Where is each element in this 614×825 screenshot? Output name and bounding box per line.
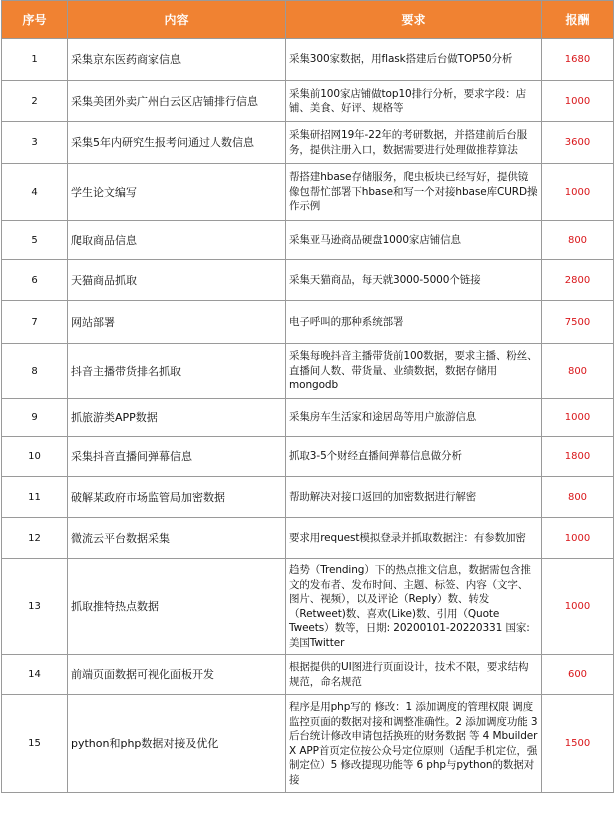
cell-no: 9	[2, 399, 68, 437]
table-row	[2, 477, 614, 518]
table-row	[2, 344, 614, 399]
cell-req: 抓取3-5个财经直播间弹幕信息做分析	[286, 437, 542, 477]
cell-price: 800	[542, 221, 614, 260]
cell-req: 采集每晚抖音主播带货前100数据，要求主播、粉丝、直播间人数、带货量、业绩数据，数据存储用mongodb	[286, 344, 542, 399]
cell-no: 14	[2, 655, 68, 695]
cell-no: 1	[2, 39, 68, 81]
table-row	[2, 559, 614, 655]
header-row	[2, 1, 614, 39]
table-row	[2, 518, 614, 559]
cell-no: 3	[2, 122, 68, 164]
cell-content: 采集5年内研究生报考问通过人数信息	[68, 122, 286, 164]
cell-content: 采集美团外卖广州白云区店铺排行信息	[68, 81, 286, 122]
cell-req: 程序是用php写的 修改：1 添加调度的管理权限 调度监控页面的数据对接和调整准确性。2 添加调度功能 3 后台统计修改申请包括换班的财务数据 等 4 Mbuilder X APP首页定位按公众号定位原则（适配手机定位，强制定位）5 修改提现功能等 6 php与python的数据对接	[286, 695, 542, 793]
cell-req: 采集研招网19年-22年的考研数据，并搭建前后台服务，提供注册入口，数据需要进行处理做推荐算法	[286, 122, 542, 164]
cell-no: 8	[2, 344, 68, 399]
cell-price: 1000	[542, 518, 614, 559]
cell-price: 7500	[542, 301, 614, 344]
cell-content: 抖音主播带货排名抓取	[68, 344, 286, 399]
cell-req: 采集前100家店铺做top10排行分析，要求字段：店铺、美食、好评、规格等	[286, 81, 542, 122]
cell-no: 13	[2, 559, 68, 655]
cell-content: python和php数据对接及优化	[68, 695, 286, 793]
cell-req: 帮搭建hbase存储服务，爬虫板块已经写好，提供镜像包帮忙部署下hbase和写一个对接hbase库CURD操作示例	[286, 164, 542, 221]
table-row	[2, 122, 614, 164]
table-row	[2, 399, 614, 437]
cell-no: 4	[2, 164, 68, 221]
cell-no: 2	[2, 81, 68, 122]
cell-no: 15	[2, 695, 68, 793]
cell-req: 根据提供的UI图进行页面设计，技术不限，要求结构规范，命名规范	[286, 655, 542, 695]
header-price: 报酬	[542, 1, 614, 39]
cell-req: 采集房车生活家和途居岛等用户旅游信息	[286, 399, 542, 437]
cell-price: 1000	[542, 559, 614, 655]
table-row	[2, 437, 614, 477]
cell-req: 趋势（Trending）下的热点推文信息，数据需包含推文的发布者、发布时间、主题、标签、内容（文字、图片、视频），以及评论（Reply）数、转发（Retweet)数、喜欢(Like)数、引用（Quote Tweets）数等，日期: 20200101-20220331 国家: 美国Twitter	[286, 559, 542, 655]
cell-no: 5	[2, 221, 68, 260]
cell-price: 1000	[542, 164, 614, 221]
cell-price: 1500	[542, 695, 614, 793]
table-row	[2, 260, 614, 301]
table-row	[2, 301, 614, 344]
table-row	[2, 695, 614, 793]
cell-req: 采集天猫商品，每天就3000-5000个链接	[286, 260, 542, 301]
cell-content: 抓旅游类APP数据	[68, 399, 286, 437]
table-row	[2, 221, 614, 260]
cell-content: 爬取商品信息	[68, 221, 286, 260]
cell-no: 6	[2, 260, 68, 301]
cell-price: 1800	[542, 437, 614, 477]
cell-price: 800	[542, 344, 614, 399]
cell-content: 网站部署	[68, 301, 286, 344]
cell-req: 采集亚马逊商品硬盘1000家店铺信息	[286, 221, 542, 260]
cell-price: 800	[542, 477, 614, 518]
cell-content: 前端页面数据可视化面板开发	[68, 655, 286, 695]
header-no: 序号	[2, 1, 68, 39]
cell-content: 微流云平台数据采集	[68, 518, 286, 559]
task-table	[1, 0, 614, 793]
cell-req: 采集300家数据，用flask搭建后台做TOP50分析	[286, 39, 542, 81]
table-row	[2, 39, 614, 81]
cell-content: 抓取推特热点数据	[68, 559, 286, 655]
cell-no: 11	[2, 477, 68, 518]
cell-content: 采集京东医药商家信息	[68, 39, 286, 81]
cell-content: 破解某政府市场监管局加密数据	[68, 477, 286, 518]
table-row	[2, 164, 614, 221]
cell-price: 3600	[542, 122, 614, 164]
cell-no: 12	[2, 518, 68, 559]
cell-content: 学生论文编写	[68, 164, 286, 221]
header-req: 要求	[286, 1, 542, 39]
cell-price: 600	[542, 655, 614, 695]
header-content: 内容	[68, 1, 286, 39]
cell-req: 电子呼叫的那种系统部署	[286, 301, 542, 344]
cell-price: 1000	[542, 399, 614, 437]
table-row	[2, 655, 614, 695]
cell-req: 要求用request模拟登录并抓取数据注：有参数加密	[286, 518, 542, 559]
cell-no: 7	[2, 301, 68, 344]
cell-content: 天猫商品抓取	[68, 260, 286, 301]
cell-req: 帮助解决对接口返回的加密数据进行解密	[286, 477, 542, 518]
cell-no: 10	[2, 437, 68, 477]
cell-price: 1680	[542, 39, 614, 81]
cell-content: 采集抖音直播间弹幕信息	[68, 437, 286, 477]
table-row	[2, 81, 614, 122]
cell-price: 2800	[542, 260, 614, 301]
cell-price: 1000	[542, 81, 614, 122]
